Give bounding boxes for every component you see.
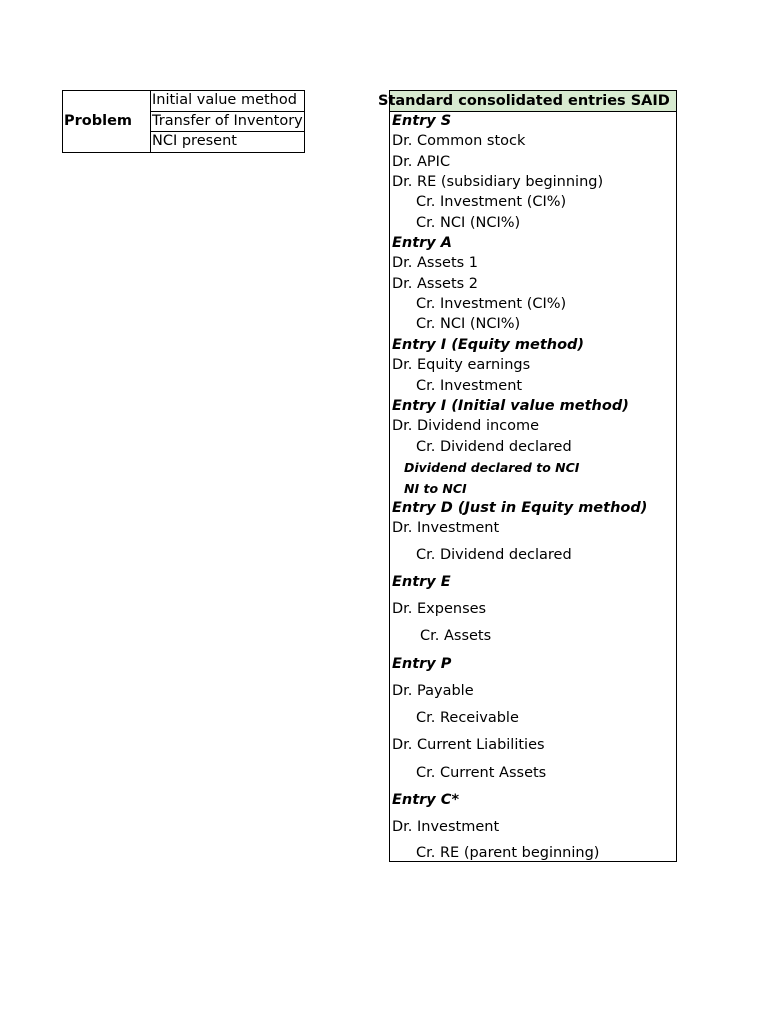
entry-heading: Entry C*: [392, 792, 460, 808]
credit-line: Cr. Investment (CI%): [416, 194, 567, 210]
entry-heading: Entry E: [392, 574, 451, 590]
entry-heading: Entry D (Just in Equity method): [392, 500, 648, 516]
credit-line: Cr. Receivable: [416, 710, 519, 726]
debit-line: Dr. Common stock: [392, 133, 526, 149]
problem-item-initial-value: Initial value method: [151, 91, 305, 112]
entries-header-text: Standard consolidated entries SAID: [378, 93, 670, 109]
entry-heading: Entry I (Initial value method): [392, 398, 629, 414]
debit-line: Dr. Assets 1: [392, 255, 479, 271]
entry-heading: Entry P: [392, 656, 452, 672]
credit-line: Cr. RE (parent beginning): [416, 845, 600, 861]
entry-heading: Entry S: [392, 113, 452, 129]
note-line: NI to NCI: [404, 481, 467, 496]
entry-heading: Entry I (Equity method): [392, 337, 585, 353]
debit-line: Dr. Dividend income: [392, 418, 540, 434]
credit-line: Cr. Current Assets: [416, 765, 547, 781]
note-line: Dividend declared to NCI: [404, 460, 580, 475]
debit-line: Dr. Payable: [392, 683, 474, 699]
entries-header-cell: [378, 91, 676, 112]
entry-heading: Entry A: [392, 235, 453, 251]
consolidated-entries-table: [378, 90, 677, 862]
problem-label: Problem: [63, 91, 151, 153]
problem-row: [63, 91, 305, 112]
problem-item-nci-present: NCI present: [151, 132, 305, 153]
credit-line: Cr. NCI (NCI%): [416, 215, 521, 231]
credit-line: Cr. Investment (CI%): [416, 296, 567, 312]
credit-line: Cr. Dividend declared: [416, 547, 572, 563]
debit-line: Dr. Investment: [392, 819, 500, 835]
debit-line: Dr. Assets 2: [392, 276, 479, 292]
credit-line: Cr. Assets: [420, 628, 492, 644]
credit-line: Cr. NCI (NCI%): [416, 316, 521, 332]
debit-line: Dr. Equity earnings: [392, 357, 531, 373]
debit-line: Dr. APIC: [392, 154, 451, 170]
credit-line: Cr. Investment: [416, 378, 523, 394]
debit-line: Dr. Investment: [392, 520, 500, 536]
debit-line: Dr. RE (subsidiary beginning): [392, 174, 604, 190]
problem-table: [62, 90, 305, 153]
problem-item-transfer-inventory: Transfer of Inventory: [151, 111, 305, 132]
debit-line: Dr. Expenses: [392, 601, 487, 617]
debit-line: Dr. Current Liabilities: [392, 737, 545, 753]
credit-line: Cr. Dividend declared: [416, 439, 572, 455]
